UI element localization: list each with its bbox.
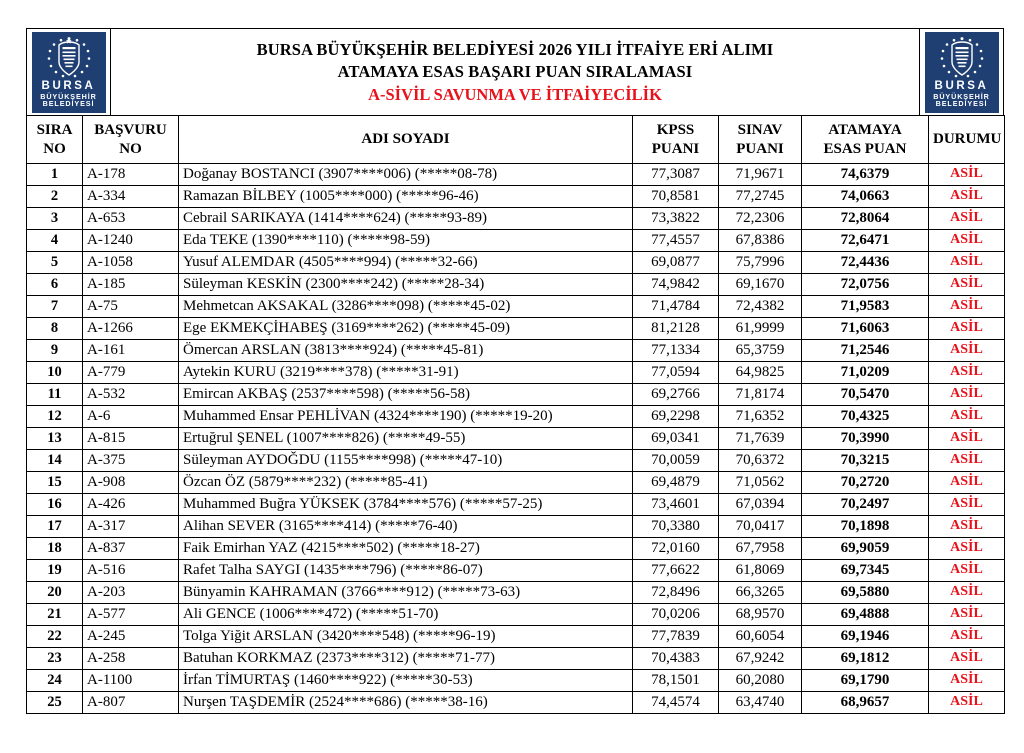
cell-adi-soyadi: Ertuğrul ŞENEL (1007****826) (*****49-55) bbox=[179, 428, 633, 450]
cell-durumu-badge: ASİL bbox=[929, 340, 1005, 362]
cell-sinav-puani: 65,3759 bbox=[719, 340, 802, 362]
cell-atamaya-esas: 71,0209 bbox=[802, 362, 929, 384]
cell-sira-no: 1 bbox=[27, 164, 83, 186]
cell-atamaya-esas: 69,1812 bbox=[802, 648, 929, 670]
logo-line-3: BELEDİYESİ bbox=[42, 99, 95, 109]
cell-kpss-puani: 74,4574 bbox=[633, 692, 719, 714]
cell-durumu-badge: ASİL bbox=[929, 230, 1005, 252]
column-header-sinav-puani bbox=[719, 116, 802, 164]
cell-adi-soyadi: Faik Emirhan YAZ (4215****502) (*****18-27) bbox=[179, 538, 633, 560]
cell-durumu-badge: ASİL bbox=[929, 472, 1005, 494]
cell-kpss-puani: 77,3087 bbox=[633, 164, 719, 186]
cell-adi-soyadi: Süleyman KESKİN (2300****242) (*****28-34) bbox=[179, 274, 633, 296]
cell-basvuru-no: A-807 bbox=[83, 692, 179, 714]
cell-basvuru-no: A-815 bbox=[83, 428, 179, 450]
cell-durumu-badge: ASİL bbox=[929, 406, 1005, 428]
cell-sinav-puani: 68,9570 bbox=[719, 604, 802, 626]
cell-durumu-badge: ASİL bbox=[929, 494, 1005, 516]
logo-line-1: BURSA bbox=[934, 79, 989, 92]
table-row bbox=[27, 340, 1005, 362]
cell-sinav-puani: 64,9825 bbox=[719, 362, 802, 384]
cell-adi-soyadi: Doğanay BOSTANCI (3907****006) (*****08-78) bbox=[179, 164, 633, 186]
table-row bbox=[27, 208, 1005, 230]
cell-sinav-puani: 77,2745 bbox=[719, 186, 802, 208]
cell-adi-soyadi: Ömercan ARSLAN (3813****924) (*****45-81) bbox=[179, 340, 633, 362]
cell-basvuru-no: A-203 bbox=[83, 582, 179, 604]
cell-sira-no: 10 bbox=[27, 362, 83, 384]
cell-adi-soyadi: Mehmetcan AKSAKAL (3286****098) (*****45-02) bbox=[179, 296, 633, 318]
table-row bbox=[27, 362, 1005, 384]
cell-adi-soyadi: Özcan ÖZ (5879****232) (*****85-41) bbox=[179, 472, 633, 494]
cell-sira-no: 12 bbox=[27, 406, 83, 428]
logo-line-1: BURSA bbox=[41, 79, 96, 92]
document-title-block bbox=[111, 29, 919, 115]
cell-kpss-puani: 70,0206 bbox=[633, 604, 719, 626]
cell-kpss-puani: 70,8581 bbox=[633, 186, 719, 208]
cell-kpss-puani: 72,0160 bbox=[633, 538, 719, 560]
column-header-sinav-line1: SINAV bbox=[737, 122, 783, 139]
city-crest-icon bbox=[37, 36, 101, 80]
logo-wordmark-left bbox=[32, 80, 106, 108]
cell-kpss-puani: 78,1501 bbox=[633, 670, 719, 692]
page-title-line-2: ATAMAYA ESAS BAŞARI PUAN SIRALAMASI bbox=[337, 61, 693, 81]
cell-atamaya-esas: 70,1898 bbox=[802, 516, 929, 538]
city-crest-icon bbox=[930, 36, 994, 80]
cell-sira-no: 16 bbox=[27, 494, 83, 516]
cell-atamaya-esas: 69,5880 bbox=[802, 582, 929, 604]
cell-basvuru-no: A-653 bbox=[83, 208, 179, 230]
cell-basvuru-no: A-1100 bbox=[83, 670, 179, 692]
cell-sira-no: 25 bbox=[27, 692, 83, 714]
table-row bbox=[27, 604, 1005, 626]
cell-kpss-puani: 69,0877 bbox=[633, 252, 719, 274]
bursa-municipality-logo-left bbox=[32, 32, 106, 113]
cell-sira-no: 22 bbox=[27, 626, 83, 648]
bursa-municipality-logo-right bbox=[925, 32, 999, 113]
cell-basvuru-no: A-577 bbox=[83, 604, 179, 626]
cell-basvuru-no: A-1240 bbox=[83, 230, 179, 252]
cell-sinav-puani: 70,6372 bbox=[719, 450, 802, 472]
cell-sinav-puani: 71,6352 bbox=[719, 406, 802, 428]
table-row bbox=[27, 494, 1005, 516]
column-header-sira-line1: SIRA bbox=[36, 122, 73, 139]
cell-atamaya-esas: 71,6063 bbox=[802, 318, 929, 340]
table-row bbox=[27, 186, 1005, 208]
cell-durumu-badge: ASİL bbox=[929, 252, 1005, 274]
column-header-kpss-puani bbox=[633, 116, 719, 164]
cell-atamaya-esas: 71,2546 bbox=[802, 340, 929, 362]
column-header-basvuru-line1: BAŞVURU bbox=[94, 122, 167, 139]
logo-cell-left bbox=[27, 29, 111, 115]
cell-durumu-badge: ASİL bbox=[929, 560, 1005, 582]
cell-adi-soyadi: Bünyamin KAHRAMAN (3766****912) (*****73-63) bbox=[179, 582, 633, 604]
cell-atamaya-esas: 74,6379 bbox=[802, 164, 929, 186]
cell-atamaya-esas: 71,9583 bbox=[802, 296, 929, 318]
column-header-adi-soyadi: ADI SOYADI bbox=[179, 116, 633, 164]
cell-atamaya-esas: 74,0663 bbox=[802, 186, 929, 208]
cell-sinav-puani: 72,2306 bbox=[719, 208, 802, 230]
column-header-sinav-line2: PUANI bbox=[736, 140, 784, 157]
cell-durumu-badge: ASİL bbox=[929, 428, 1005, 450]
cell-kpss-puani: 71,4784 bbox=[633, 296, 719, 318]
cell-durumu-badge: ASİL bbox=[929, 362, 1005, 384]
page-subtitle-category: A-SİVİL SAVUNMA VE İTFAİYECİLİK bbox=[368, 84, 662, 104]
cell-sira-no: 19 bbox=[27, 560, 83, 582]
table-header-row-group bbox=[27, 116, 1005, 164]
cell-sira-no: 5 bbox=[27, 252, 83, 274]
cell-adi-soyadi: Emircan AKBAŞ (2537****598) (*****56-58) bbox=[179, 384, 633, 406]
cell-sinav-puani: 72,4382 bbox=[719, 296, 802, 318]
cell-adi-soyadi: Cebrail SARIKAYA (1414****624) (*****93-89) bbox=[179, 208, 633, 230]
logo-line-3: BELEDİYESİ bbox=[935, 99, 988, 109]
cell-durumu-badge: ASİL bbox=[929, 318, 1005, 340]
column-header-atamaya-esas-puan bbox=[802, 116, 929, 164]
cell-atamaya-esas: 72,4436 bbox=[802, 252, 929, 274]
table-row bbox=[27, 164, 1005, 186]
cell-kpss-puani: 72,8496 bbox=[633, 582, 719, 604]
cell-atamaya-esas: 69,9059 bbox=[802, 538, 929, 560]
cell-sira-no: 9 bbox=[27, 340, 83, 362]
cell-basvuru-no: A-375 bbox=[83, 450, 179, 472]
table-row bbox=[27, 450, 1005, 472]
table-row bbox=[27, 428, 1005, 450]
table-row bbox=[27, 538, 1005, 560]
column-header-atamaya-line2: ESAS PUAN bbox=[823, 140, 907, 157]
cell-kpss-puani: 81,2128 bbox=[633, 318, 719, 340]
cell-durumu-badge: ASİL bbox=[929, 538, 1005, 560]
cell-adi-soyadi: Eda TEKE (1390****110) (*****98-59) bbox=[179, 230, 633, 252]
cell-durumu-badge: ASİL bbox=[929, 164, 1005, 186]
cell-kpss-puani: 77,6622 bbox=[633, 560, 719, 582]
cell-kpss-puani: 70,0059 bbox=[633, 450, 719, 472]
cell-atamaya-esas: 72,8064 bbox=[802, 208, 929, 230]
table-row bbox=[27, 516, 1005, 538]
cell-adi-soyadi: Yusuf ALEMDAR (4505****994) (*****32-66) bbox=[179, 252, 633, 274]
cell-durumu-badge: ASİL bbox=[929, 274, 1005, 296]
cell-sinav-puani: 67,8386 bbox=[719, 230, 802, 252]
table-row bbox=[27, 384, 1005, 406]
cell-kpss-puani: 73,3822 bbox=[633, 208, 719, 230]
cell-sira-no: 24 bbox=[27, 670, 83, 692]
column-header-basvuru-no bbox=[83, 116, 179, 164]
cell-sira-no: 2 bbox=[27, 186, 83, 208]
cell-atamaya-esas: 70,5470 bbox=[802, 384, 929, 406]
cell-adi-soyadi: Aytekin KURU (3219****378) (*****31-91) bbox=[179, 362, 633, 384]
cell-durumu-badge: ASİL bbox=[929, 670, 1005, 692]
cell-atamaya-esas: 72,0756 bbox=[802, 274, 929, 296]
cell-sira-no: 23 bbox=[27, 648, 83, 670]
cell-sira-no: 13 bbox=[27, 428, 83, 450]
cell-kpss-puani: 69,2766 bbox=[633, 384, 719, 406]
table-row bbox=[27, 230, 1005, 252]
cell-adi-soyadi: Ramazan BİLBEY (1005****000) (*****96-46) bbox=[179, 186, 633, 208]
cell-basvuru-no: A-178 bbox=[83, 164, 179, 186]
cell-durumu-badge: ASİL bbox=[929, 692, 1005, 714]
column-header-durumu: DURUMU bbox=[929, 116, 1005, 164]
cell-sinav-puani: 61,9999 bbox=[719, 318, 802, 340]
cell-durumu-badge: ASİL bbox=[929, 648, 1005, 670]
ranking-table bbox=[26, 115, 1005, 714]
cell-sinav-puani: 60,6054 bbox=[719, 626, 802, 648]
table-row bbox=[27, 582, 1005, 604]
cell-basvuru-no: A-317 bbox=[83, 516, 179, 538]
cell-basvuru-no: A-161 bbox=[83, 340, 179, 362]
table-row bbox=[27, 318, 1005, 340]
cell-sinav-puani: 69,1670 bbox=[719, 274, 802, 296]
cell-adi-soyadi: Rafet Talha SAYGI (1435****796) (*****86-07) bbox=[179, 560, 633, 582]
table-row bbox=[27, 626, 1005, 648]
table-row bbox=[27, 670, 1005, 692]
cell-adi-soyadi: Nurşen TAŞDEMİR (2524****686) (*****38-16) bbox=[179, 692, 633, 714]
cell-durumu-badge: ASİL bbox=[929, 604, 1005, 626]
cell-basvuru-no: A-1058 bbox=[83, 252, 179, 274]
cell-kpss-puani: 69,0341 bbox=[633, 428, 719, 450]
cell-adi-soyadi: Muhammed Buğra YÜKSEK (3784****576) (*****57-25) bbox=[179, 494, 633, 516]
cell-sinav-puani: 66,3265 bbox=[719, 582, 802, 604]
cell-sinav-puani: 71,7639 bbox=[719, 428, 802, 450]
cell-adi-soyadi: Batuhan KORKMAZ (2373****312) (*****71-77) bbox=[179, 648, 633, 670]
column-header-kpss-line2: PUANI bbox=[651, 140, 700, 157]
cell-adi-soyadi: İrfan TİMURTAŞ (1460****922) (*****30-53) bbox=[179, 670, 633, 692]
cell-basvuru-no: A-185 bbox=[83, 274, 179, 296]
column-header-kpss-line1: KPSS bbox=[656, 122, 695, 139]
cell-sira-no: 15 bbox=[27, 472, 83, 494]
cell-basvuru-no: A-258 bbox=[83, 648, 179, 670]
column-header-atamaya-line1: ATAMAYA bbox=[828, 122, 902, 139]
cell-atamaya-esas: 70,4325 bbox=[802, 406, 929, 428]
cell-sinav-puani: 67,0394 bbox=[719, 494, 802, 516]
cell-adi-soyadi: Muhammed Ensar PEHLİVAN (4324****190) (*****19-20) bbox=[179, 406, 633, 428]
cell-adi-soyadi: Ege EKMEKÇİHABEŞ (3169****262) (*****45-09) bbox=[179, 318, 633, 340]
cell-adi-soyadi: Alihan SEVER (3165****414) (*****76-40) bbox=[179, 516, 633, 538]
cell-sira-no: 11 bbox=[27, 384, 83, 406]
cell-basvuru-no: A-6 bbox=[83, 406, 179, 428]
cell-sinav-puani: 63,4740 bbox=[719, 692, 802, 714]
column-header-basvuru-line2: NO bbox=[119, 140, 142, 157]
cell-atamaya-esas: 70,3990 bbox=[802, 428, 929, 450]
cell-kpss-puani: 73,4601 bbox=[633, 494, 719, 516]
column-header-sira-no bbox=[27, 116, 83, 164]
table-header-row bbox=[27, 116, 1005, 164]
cell-sinav-puani: 71,8174 bbox=[719, 384, 802, 406]
cell-adi-soyadi: Tolga Yiğit ARSLAN (3420****548) (*****96-19) bbox=[179, 626, 633, 648]
cell-sinav-puani: 71,0562 bbox=[719, 472, 802, 494]
cell-atamaya-esas: 68,9657 bbox=[802, 692, 929, 714]
table-row bbox=[27, 406, 1005, 428]
cell-basvuru-no: A-908 bbox=[83, 472, 179, 494]
table-row bbox=[27, 560, 1005, 582]
cell-basvuru-no: A-426 bbox=[83, 494, 179, 516]
cell-durumu-badge: ASİL bbox=[929, 208, 1005, 230]
table-row bbox=[27, 692, 1005, 714]
cell-sira-no: 8 bbox=[27, 318, 83, 340]
logo-line-2: BÜYÜKŞEHİR bbox=[933, 91, 990, 101]
cell-kpss-puani: 77,7839 bbox=[633, 626, 719, 648]
cell-basvuru-no: A-1266 bbox=[83, 318, 179, 340]
cell-basvuru-no: A-837 bbox=[83, 538, 179, 560]
cell-sira-no: 20 bbox=[27, 582, 83, 604]
cell-durumu-badge: ASİL bbox=[929, 516, 1005, 538]
cell-atamaya-esas: 69,7345 bbox=[802, 560, 929, 582]
cell-atamaya-esas: 69,4888 bbox=[802, 604, 929, 626]
cell-durumu-badge: ASİL bbox=[929, 450, 1005, 472]
cell-sinav-puani: 67,9242 bbox=[719, 648, 802, 670]
cell-kpss-puani: 77,0594 bbox=[633, 362, 719, 384]
cell-atamaya-esas: 70,3215 bbox=[802, 450, 929, 472]
cell-sinav-puani: 71,9671 bbox=[719, 164, 802, 186]
table-row bbox=[27, 252, 1005, 274]
cell-kpss-puani: 77,1334 bbox=[633, 340, 719, 362]
cell-sinav-puani: 75,7996 bbox=[719, 252, 802, 274]
cell-basvuru-no: A-245 bbox=[83, 626, 179, 648]
cell-sira-no: 21 bbox=[27, 604, 83, 626]
table-row bbox=[27, 648, 1005, 670]
column-header-sira-line2: NO bbox=[43, 140, 66, 157]
logo-cell-right bbox=[919, 29, 1003, 115]
cell-basvuru-no: A-334 bbox=[83, 186, 179, 208]
cell-adi-soyadi: Ali GENCE (1006****472) (*****51-70) bbox=[179, 604, 633, 626]
cell-basvuru-no: A-779 bbox=[83, 362, 179, 384]
cell-kpss-puani: 69,4879 bbox=[633, 472, 719, 494]
cell-atamaya-esas: 70,2720 bbox=[802, 472, 929, 494]
cell-adi-soyadi: Süleyman AYDOĞDU (1155****998) (*****47-10) bbox=[179, 450, 633, 472]
cell-atamaya-esas: 69,1790 bbox=[802, 670, 929, 692]
cell-durumu-badge: ASİL bbox=[929, 384, 1005, 406]
cell-durumu-badge: ASİL bbox=[929, 582, 1005, 604]
cell-atamaya-esas: 70,2497 bbox=[802, 494, 929, 516]
cell-sira-no: 6 bbox=[27, 274, 83, 296]
table-body bbox=[27, 164, 1005, 714]
cell-sinav-puani: 60,2080 bbox=[719, 670, 802, 692]
page-title-line-1: BURSA BÜYÜKŞEHİR BELEDİYESİ 2026 YILI İTFAİYE ERİ ALIMI bbox=[256, 40, 774, 59]
cell-kpss-puani: 69,2298 bbox=[633, 406, 719, 428]
logo-line-2: BÜYÜKŞEHİR bbox=[40, 91, 97, 101]
cell-atamaya-esas: 69,1946 bbox=[802, 626, 929, 648]
cell-basvuru-no: A-516 bbox=[83, 560, 179, 582]
cell-kpss-puani: 77,4557 bbox=[633, 230, 719, 252]
cell-sira-no: 7 bbox=[27, 296, 83, 318]
cell-kpss-puani: 70,4383 bbox=[633, 648, 719, 670]
cell-sira-no: 18 bbox=[27, 538, 83, 560]
cell-sira-no: 3 bbox=[27, 208, 83, 230]
cell-sinav-puani: 61,8069 bbox=[719, 560, 802, 582]
cell-basvuru-no: A-532 bbox=[83, 384, 179, 406]
logo-wordmark-right bbox=[925, 80, 999, 108]
document-header bbox=[26, 28, 1004, 115]
cell-kpss-puani: 74,9842 bbox=[633, 274, 719, 296]
table-row bbox=[27, 472, 1005, 494]
cell-sinav-puani: 67,7958 bbox=[719, 538, 802, 560]
cell-durumu-badge: ASİL bbox=[929, 296, 1005, 318]
cell-durumu-badge: ASİL bbox=[929, 186, 1005, 208]
cell-sira-no: 17 bbox=[27, 516, 83, 538]
cell-atamaya-esas: 72,6471 bbox=[802, 230, 929, 252]
cell-kpss-puani: 70,3380 bbox=[633, 516, 719, 538]
cell-sira-no: 14 bbox=[27, 450, 83, 472]
cell-durumu-badge: ASİL bbox=[929, 626, 1005, 648]
table-row bbox=[27, 296, 1005, 318]
table-row bbox=[27, 274, 1005, 296]
cell-basvuru-no: A-75 bbox=[83, 296, 179, 318]
cell-sira-no: 4 bbox=[27, 230, 83, 252]
cell-sinav-puani: 70,0417 bbox=[719, 516, 802, 538]
